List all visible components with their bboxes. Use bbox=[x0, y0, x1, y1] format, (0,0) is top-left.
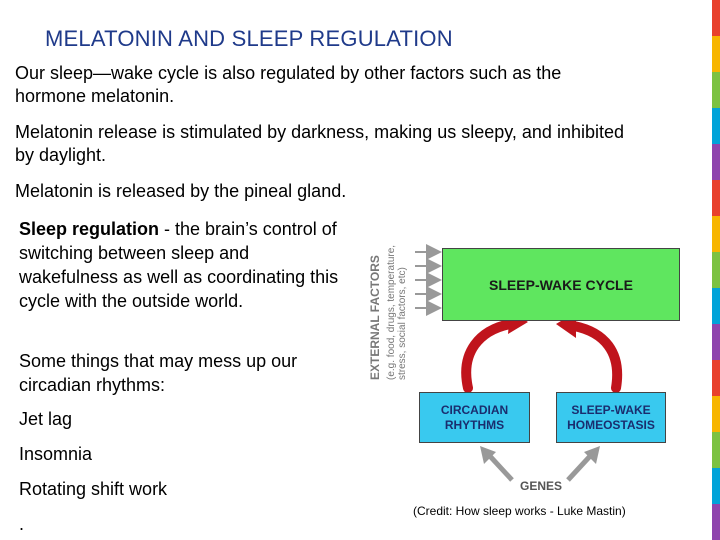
stripe-segment bbox=[712, 324, 720, 360]
paragraph-melatonin-intro bbox=[15, 62, 705, 108]
stripe-segment bbox=[712, 144, 720, 180]
stripe-segment bbox=[712, 72, 720, 108]
image-credit: (Credit: How sleep works - Luke Mastin) bbox=[413, 504, 626, 518]
stripe-segment bbox=[712, 252, 720, 288]
external-factors-examples-line: (e.g. food, drugs, temperature, bbox=[386, 244, 397, 380]
list-item: Jet lag bbox=[19, 409, 73, 429]
stripe-segment bbox=[712, 396, 720, 432]
stripe-segment bbox=[712, 0, 720, 36]
stripe-segment bbox=[712, 432, 720, 468]
stripe-segment bbox=[712, 468, 720, 504]
box-label-line: SLEEP-WAKE bbox=[571, 402, 651, 417]
stripe-segment bbox=[712, 216, 720, 252]
external-factors-examples-line: stress, social factors, etc) bbox=[397, 267, 408, 380]
definition-term: Sleep regulation bbox=[19, 219, 160, 239]
disruptors-intro: Some things that may mess up our circadian rhythms: bbox=[19, 351, 298, 395]
stripe-segment bbox=[712, 504, 720, 540]
stripe-segment bbox=[712, 288, 720, 324]
sleep-wake-diagram bbox=[360, 222, 680, 512]
genes-arrows bbox=[480, 446, 600, 480]
stripe-segment bbox=[712, 108, 720, 144]
paragraph-melatonin-release bbox=[15, 121, 705, 167]
paragraph-line: by daylight. bbox=[15, 145, 107, 165]
paragraph-pineal-gland: Melatonin is released by the pineal gland. bbox=[15, 181, 347, 201]
red-curved-arrows bbox=[466, 310, 617, 388]
slide-title: MELATONIN AND SLEEP REGULATION bbox=[45, 26, 453, 51]
box-label-line: HOMEOSTASIS bbox=[567, 417, 655, 432]
paragraph-line: Our sleep—wake cycle is also regulated by other factors such as the bbox=[15, 63, 562, 83]
paragraph-line: hormone melatonin. bbox=[15, 86, 175, 106]
sleep-wake-cycle-box: SLEEP-WAKE CYCLE bbox=[442, 248, 680, 321]
box-label-line: RHYTHMS bbox=[444, 417, 505, 432]
sleep-wake-homeostasis-box bbox=[556, 392, 666, 443]
sleep-regulation-definition bbox=[19, 217, 339, 313]
stripe-segment bbox=[712, 180, 720, 216]
definition-text: - the brain’s control of switching between sleep and wakefulness as well as coordinating this cycle with the outside world. bbox=[19, 219, 339, 311]
stripe-segment bbox=[712, 360, 720, 396]
list-item: Insomnia bbox=[19, 444, 93, 464]
external-factors-title: EXTERNAL FACTORS bbox=[368, 255, 382, 380]
box-label-line: CIRCADIAN bbox=[440, 402, 509, 417]
external-input-arrows bbox=[415, 252, 438, 308]
stripe-segment bbox=[712, 36, 720, 72]
list-item: Rotating shift work bbox=[19, 479, 168, 499]
genes-label: GENES bbox=[520, 479, 563, 493]
paragraph-line: Melatonin release is stimulated by darkness, making us sleepy, and inhibited bbox=[15, 122, 624, 142]
decorative-color-stripe bbox=[712, 0, 720, 540]
list-trailing-dot: . bbox=[19, 514, 25, 534]
circadian-rhythms-box bbox=[419, 392, 530, 443]
